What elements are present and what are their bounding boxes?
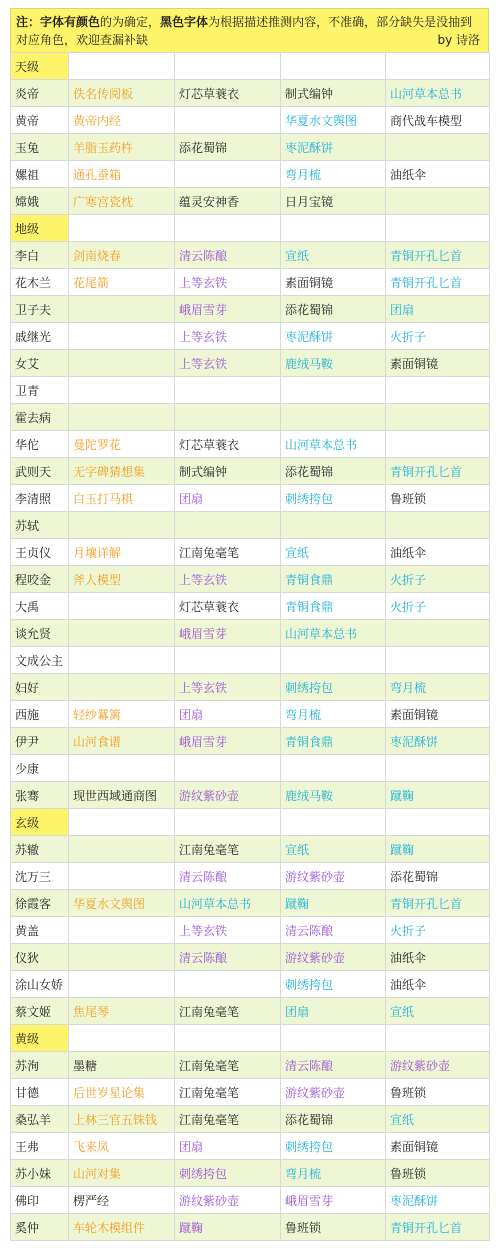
empty-cell bbox=[175, 215, 281, 242]
tier-label: 地级 bbox=[11, 215, 69, 242]
item-cell: 团扇 bbox=[386, 296, 490, 323]
item-cell: 剑南烧春 bbox=[69, 242, 175, 269]
item-cell: 通孔蚕箱 bbox=[69, 161, 175, 188]
character-name: 伊尹 bbox=[11, 728, 69, 755]
empty-cell bbox=[281, 215, 386, 242]
item-cell: 油纸伞 bbox=[386, 944, 490, 971]
character-row bbox=[11, 728, 490, 755]
item-cell: 蹴鞠 bbox=[281, 890, 386, 917]
character-row bbox=[11, 782, 490, 809]
character-name: 文成公主 bbox=[11, 647, 69, 674]
item-cell bbox=[281, 755, 386, 782]
item-cell: 山河草本总书 bbox=[386, 80, 490, 107]
character-name: 李清照 bbox=[11, 485, 69, 512]
character-name: 程咬金 bbox=[11, 566, 69, 593]
item-cell: 鲁班锁 bbox=[386, 1160, 490, 1187]
item-cell: 团扇 bbox=[175, 701, 281, 728]
item-cell: 黄帝内经 bbox=[69, 107, 175, 134]
character-name: 佛印 bbox=[11, 1187, 69, 1214]
item-cell: 青铜开孔匕首 bbox=[386, 1214, 490, 1241]
character-name: 玉兔 bbox=[11, 134, 69, 161]
character-name: 甘德 bbox=[11, 1079, 69, 1106]
character-row bbox=[11, 80, 490, 107]
item-cell: 蹴鞠 bbox=[386, 836, 490, 863]
item-cell: 上等玄铁 bbox=[175, 269, 281, 296]
character-row bbox=[11, 269, 490, 296]
empty-cell bbox=[386, 53, 490, 80]
item-cell bbox=[69, 296, 175, 323]
item-cell bbox=[69, 971, 175, 998]
character-row bbox=[11, 1052, 490, 1079]
character-row bbox=[11, 566, 490, 593]
item-cell: 青铜开孔匕首 bbox=[386, 269, 490, 296]
item-cell bbox=[69, 404, 175, 431]
character-name: 女艾 bbox=[11, 350, 69, 377]
item-cell: 楞严经 bbox=[69, 1187, 175, 1214]
item-cell: 墨糖 bbox=[69, 1052, 175, 1079]
character-row bbox=[11, 242, 490, 269]
character-row bbox=[11, 1214, 490, 1241]
character-row bbox=[11, 593, 490, 620]
item-cell: 刺绣挎包 bbox=[281, 971, 386, 998]
item-cell bbox=[281, 647, 386, 674]
character-name: 武则天 bbox=[11, 458, 69, 485]
item-cell bbox=[69, 647, 175, 674]
character-name: 王弗 bbox=[11, 1133, 69, 1160]
character-row bbox=[11, 890, 490, 917]
note-text-1: 的为确定， bbox=[100, 15, 161, 29]
item-cell: 添花蜀锦 bbox=[175, 134, 281, 161]
item-cell: 油纸伞 bbox=[386, 161, 490, 188]
character-name: 蔡文姬 bbox=[11, 998, 69, 1025]
character-name: 苏洵 bbox=[11, 1052, 69, 1079]
empty-cell bbox=[69, 809, 175, 836]
character-name: 苏轼 bbox=[11, 512, 69, 539]
character-row bbox=[11, 350, 490, 377]
character-name: 卫子夫 bbox=[11, 296, 69, 323]
item-cell: 宣纸 bbox=[281, 539, 386, 566]
item-cell: 青铜开孔匕首 bbox=[386, 242, 490, 269]
character-name: 卫青 bbox=[11, 377, 69, 404]
item-cell: 宣纸 bbox=[386, 1106, 490, 1133]
item-cell bbox=[175, 107, 281, 134]
item-cell: 江南兔毫笔 bbox=[175, 539, 281, 566]
item-cell: 山河食谱 bbox=[69, 728, 175, 755]
item-cell bbox=[281, 512, 386, 539]
item-cell: 添花蜀锦 bbox=[281, 296, 386, 323]
item-cell: 团扇 bbox=[175, 1133, 281, 1160]
item-cell: 火折子 bbox=[386, 323, 490, 350]
empty-cell bbox=[386, 215, 490, 242]
item-cell: 斧人模型 bbox=[69, 566, 175, 593]
item-cell: 焦尾琴 bbox=[69, 998, 175, 1025]
item-cell: 上等玄铁 bbox=[175, 323, 281, 350]
item-cell: 月壤详解 bbox=[69, 539, 175, 566]
item-cell bbox=[386, 404, 490, 431]
item-cell bbox=[69, 323, 175, 350]
character-row bbox=[11, 647, 490, 674]
item-cell: 青铜食鼎 bbox=[281, 728, 386, 755]
item-cell bbox=[386, 620, 490, 647]
item-cell: 山河草本总书 bbox=[281, 431, 386, 458]
item-cell: 轻纱羃篱 bbox=[69, 701, 175, 728]
item-cell bbox=[386, 755, 490, 782]
item-cell: 游纹紫砂壶 bbox=[281, 863, 386, 890]
item-cell bbox=[175, 647, 281, 674]
item-cell: 添花蜀锦 bbox=[386, 863, 490, 890]
character-name: 少康 bbox=[11, 755, 69, 782]
tier-label: 玄级 bbox=[11, 809, 69, 836]
item-cell: 添花蜀锦 bbox=[281, 458, 386, 485]
character-name: 黄盖 bbox=[11, 917, 69, 944]
item-cell: 蕴灵安神香 bbox=[175, 188, 281, 215]
item-cell: 刺绣挎包 bbox=[281, 674, 386, 701]
item-cell bbox=[175, 755, 281, 782]
empty-cell bbox=[175, 809, 281, 836]
item-cell: 清云陈酿 bbox=[175, 863, 281, 890]
item-cell: 游纹紫砂壶 bbox=[175, 1187, 281, 1214]
item-cell: 清云陈酿 bbox=[175, 944, 281, 971]
note-text-2: 为根据描述推测内容，不准确，部分缺失是没抽到对应角色，欢迎查漏补缺 bbox=[16, 15, 473, 47]
item-cell: 枣泥酥饼 bbox=[281, 323, 386, 350]
character-row bbox=[11, 1160, 490, 1187]
character-row bbox=[11, 1106, 490, 1133]
item-cell: 刺绣挎包 bbox=[175, 1160, 281, 1187]
character-name: 徐霞客 bbox=[11, 890, 69, 917]
item-cell: 鲁班锁 bbox=[281, 1214, 386, 1241]
item-cell: 油纸伞 bbox=[386, 539, 490, 566]
item-cell bbox=[175, 404, 281, 431]
character-row bbox=[11, 188, 490, 215]
item-cell bbox=[386, 134, 490, 161]
tier-header-row bbox=[11, 809, 490, 836]
item-cell: 弯月梳 bbox=[281, 701, 386, 728]
character-row bbox=[11, 944, 490, 971]
item-cell: 蹴鞠 bbox=[175, 1214, 281, 1241]
item-cell bbox=[386, 377, 490, 404]
item-cell: 佚名传阅板 bbox=[69, 80, 175, 107]
item-cell: 峨眉雪芽 bbox=[175, 620, 281, 647]
character-name: 沈万三 bbox=[11, 863, 69, 890]
item-cell: 广寒宫瓷枕 bbox=[69, 188, 175, 215]
item-cell: 宣纸 bbox=[386, 998, 490, 1025]
character-name: 黄帝 bbox=[11, 107, 69, 134]
header-note bbox=[10, 8, 489, 52]
item-cell bbox=[386, 188, 490, 215]
item-cell: 火折子 bbox=[386, 593, 490, 620]
note-black-phrase: 黑色字体 bbox=[160, 15, 209, 29]
item-cell: 游纹紫砂壶 bbox=[281, 944, 386, 971]
item-cell: 上等玄铁 bbox=[175, 350, 281, 377]
item-cell: 鹿绒马鞍 bbox=[281, 350, 386, 377]
item-cell bbox=[69, 755, 175, 782]
character-name: 苏小妹 bbox=[11, 1160, 69, 1187]
item-cell bbox=[281, 377, 386, 404]
character-row bbox=[11, 1187, 490, 1214]
item-cell: 青铜食鼎 bbox=[281, 566, 386, 593]
item-cell: 车轮木模组件 bbox=[69, 1214, 175, 1241]
note-byline: by 诗洛 bbox=[437, 33, 480, 47]
item-cell: 弯月梳 bbox=[281, 161, 386, 188]
empty-cell bbox=[69, 215, 175, 242]
character-name: 张骞 bbox=[11, 782, 69, 809]
item-cell: 火折子 bbox=[386, 566, 490, 593]
item-cell: 后世岁星论集 bbox=[69, 1079, 175, 1106]
item-cell bbox=[281, 404, 386, 431]
item-cell bbox=[69, 377, 175, 404]
item-cell: 游纹紫砂壶 bbox=[175, 782, 281, 809]
item-cell: 花尾箭 bbox=[69, 269, 175, 296]
character-row bbox=[11, 107, 490, 134]
character-row bbox=[11, 701, 490, 728]
character-name: 霍去病 bbox=[11, 404, 69, 431]
character-row bbox=[11, 134, 490, 161]
empty-cell bbox=[175, 1025, 281, 1052]
item-cell: 华夏水文舆图 bbox=[69, 890, 175, 917]
character-name: 桑弘羊 bbox=[11, 1106, 69, 1133]
item-cell: 枣泥酥饼 bbox=[281, 134, 386, 161]
item-cell: 游纹紫砂壶 bbox=[386, 1052, 490, 1079]
item-cell: 火折子 bbox=[386, 917, 490, 944]
note-colored-phrase: 字体有颜色 bbox=[40, 15, 101, 29]
item-cell: 商代战车模型 bbox=[386, 107, 490, 134]
item-cell: 上林三官五铢钱 bbox=[69, 1106, 175, 1133]
item-cell: 鲁班锁 bbox=[386, 485, 490, 512]
character-name: 王贞仪 bbox=[11, 539, 69, 566]
character-row bbox=[11, 1133, 490, 1160]
item-cell bbox=[175, 971, 281, 998]
character-row bbox=[11, 431, 490, 458]
item-cell: 江南兔毫笔 bbox=[175, 1079, 281, 1106]
character-row bbox=[11, 998, 490, 1025]
character-row bbox=[11, 674, 490, 701]
item-cell: 团扇 bbox=[175, 485, 281, 512]
item-cell bbox=[69, 944, 175, 971]
item-cell: 山河对集 bbox=[69, 1160, 175, 1187]
item-cell: 鹿绒马鞍 bbox=[281, 782, 386, 809]
character-name: 华佗 bbox=[11, 431, 69, 458]
item-cell: 青铜开孔匕首 bbox=[386, 890, 490, 917]
item-cell bbox=[69, 512, 175, 539]
note-prefix: 注： bbox=[16, 15, 41, 29]
item-cell bbox=[175, 161, 281, 188]
item-cell: 上等玄铁 bbox=[175, 674, 281, 701]
character-name: 嫦娥 bbox=[11, 188, 69, 215]
item-cell: 青铜开孔匕首 bbox=[386, 458, 490, 485]
character-row bbox=[11, 620, 490, 647]
item-cell: 枣泥酥饼 bbox=[386, 1187, 490, 1214]
item-cell: 江南兔毫笔 bbox=[175, 836, 281, 863]
item-cell: 素面铜镜 bbox=[386, 350, 490, 377]
character-name: 涂山女娇 bbox=[11, 971, 69, 998]
item-cell: 游纹紫砂壶 bbox=[281, 1079, 386, 1106]
item-cell: 白玉打马棋 bbox=[69, 485, 175, 512]
character-name: 戚继光 bbox=[11, 323, 69, 350]
character-name: 苏辙 bbox=[11, 836, 69, 863]
item-cell: 弯月梳 bbox=[386, 674, 490, 701]
item-cell bbox=[69, 863, 175, 890]
item-cell bbox=[386, 431, 490, 458]
empty-cell bbox=[386, 809, 490, 836]
character-row bbox=[11, 539, 490, 566]
item-cell: 团扇 bbox=[281, 998, 386, 1025]
item-cell: 清云陈酿 bbox=[281, 917, 386, 944]
character-name: 花木兰 bbox=[11, 269, 69, 296]
tier-label: 黄级 bbox=[11, 1025, 69, 1052]
item-cell: 刺绣挎包 bbox=[281, 485, 386, 512]
character-row bbox=[11, 863, 490, 890]
item-cell bbox=[386, 512, 490, 539]
character-name: 炎帝 bbox=[11, 80, 69, 107]
item-cell bbox=[69, 350, 175, 377]
item-cell: 现世西域通商图 bbox=[69, 782, 175, 809]
item-cell: 油纸伞 bbox=[386, 971, 490, 998]
empty-cell bbox=[281, 53, 386, 80]
item-cell: 刺绣挎包 bbox=[281, 1133, 386, 1160]
character-name: 大禹 bbox=[11, 593, 69, 620]
item-cell: 上等玄铁 bbox=[175, 917, 281, 944]
empty-cell bbox=[69, 1025, 175, 1052]
tier-label: 天级 bbox=[11, 53, 69, 80]
tier-header-row bbox=[11, 215, 490, 242]
item-cell: 江南兔毫笔 bbox=[175, 998, 281, 1025]
character-row bbox=[11, 296, 490, 323]
item-cell: 曼陀罗花 bbox=[69, 431, 175, 458]
item-cell bbox=[69, 836, 175, 863]
item-cell: 山河草本总书 bbox=[281, 620, 386, 647]
character-row bbox=[11, 323, 490, 350]
character-row bbox=[11, 1079, 490, 1106]
item-cell: 素面铜镜 bbox=[386, 701, 490, 728]
item-cell: 蹴鞠 bbox=[386, 782, 490, 809]
item-cell: 峨眉雪芽 bbox=[175, 728, 281, 755]
tier-header-row bbox=[11, 53, 490, 80]
item-cell: 制式编钟 bbox=[175, 458, 281, 485]
item-cell bbox=[175, 377, 281, 404]
item-cell: 上等玄铁 bbox=[175, 566, 281, 593]
empty-cell bbox=[281, 1025, 386, 1052]
character-name: 奚仲 bbox=[11, 1214, 69, 1241]
item-cell: 峨眉雪芽 bbox=[175, 296, 281, 323]
character-name: 李白 bbox=[11, 242, 69, 269]
item-cell: 枣泥酥饼 bbox=[386, 728, 490, 755]
item-cell: 羊脂玉药杵 bbox=[69, 134, 175, 161]
character-row bbox=[11, 161, 490, 188]
character-row bbox=[11, 917, 490, 944]
character-name: 西施 bbox=[11, 701, 69, 728]
item-cell: 山河草本总书 bbox=[175, 890, 281, 917]
item-cell bbox=[69, 620, 175, 647]
character-row bbox=[11, 404, 490, 431]
item-cell: 宣纸 bbox=[281, 242, 386, 269]
empty-cell bbox=[69, 53, 175, 80]
item-cell: 无字碑猜想集 bbox=[69, 458, 175, 485]
character-name: 嫘祖 bbox=[11, 161, 69, 188]
item-cell: 清云陈酿 bbox=[281, 1052, 386, 1079]
item-cell: 素面铜镜 bbox=[281, 269, 386, 296]
items-sheet bbox=[10, 8, 489, 1241]
empty-cell bbox=[175, 53, 281, 80]
tier-header-row bbox=[11, 1025, 490, 1052]
character-row bbox=[11, 836, 490, 863]
character-name: 谈允贤 bbox=[11, 620, 69, 647]
item-cell bbox=[69, 593, 175, 620]
item-cell: 添花蜀锦 bbox=[281, 1106, 386, 1133]
character-items-table bbox=[10, 52, 490, 1241]
item-cell bbox=[69, 674, 175, 701]
item-cell: 灯芯草蓑衣 bbox=[175, 80, 281, 107]
item-cell: 弯月梳 bbox=[281, 1160, 386, 1187]
item-cell: 灯芯草蓑衣 bbox=[175, 593, 281, 620]
item-cell bbox=[175, 512, 281, 539]
item-cell: 华夏水文舆图 bbox=[281, 107, 386, 134]
character-name: 妇好 bbox=[11, 674, 69, 701]
item-cell: 峨眉雪芽 bbox=[281, 1187, 386, 1214]
item-cell bbox=[386, 647, 490, 674]
item-cell: 清云陈酿 bbox=[175, 242, 281, 269]
item-cell: 制式编钟 bbox=[281, 80, 386, 107]
item-cell: 青铜食鼎 bbox=[281, 593, 386, 620]
empty-cell bbox=[386, 1025, 490, 1052]
item-cell bbox=[69, 917, 175, 944]
item-cell: 江南兔毫笔 bbox=[175, 1052, 281, 1079]
item-cell: 鲁班锁 bbox=[386, 1079, 490, 1106]
character-name: 仪狄 bbox=[11, 944, 69, 971]
character-row bbox=[11, 971, 490, 998]
character-row bbox=[11, 755, 490, 782]
character-row bbox=[11, 512, 490, 539]
item-cell: 江南兔毫笔 bbox=[175, 1106, 281, 1133]
item-cell: 素面铜镜 bbox=[386, 1133, 490, 1160]
empty-cell bbox=[281, 809, 386, 836]
item-cell: 宣纸 bbox=[281, 836, 386, 863]
item-cell: 日月宝镜 bbox=[281, 188, 386, 215]
character-row bbox=[11, 485, 490, 512]
character-row bbox=[11, 377, 490, 404]
character-row bbox=[11, 458, 490, 485]
item-cell: 飞来凤 bbox=[69, 1133, 175, 1160]
item-cell: 灯芯草蓑衣 bbox=[175, 431, 281, 458]
